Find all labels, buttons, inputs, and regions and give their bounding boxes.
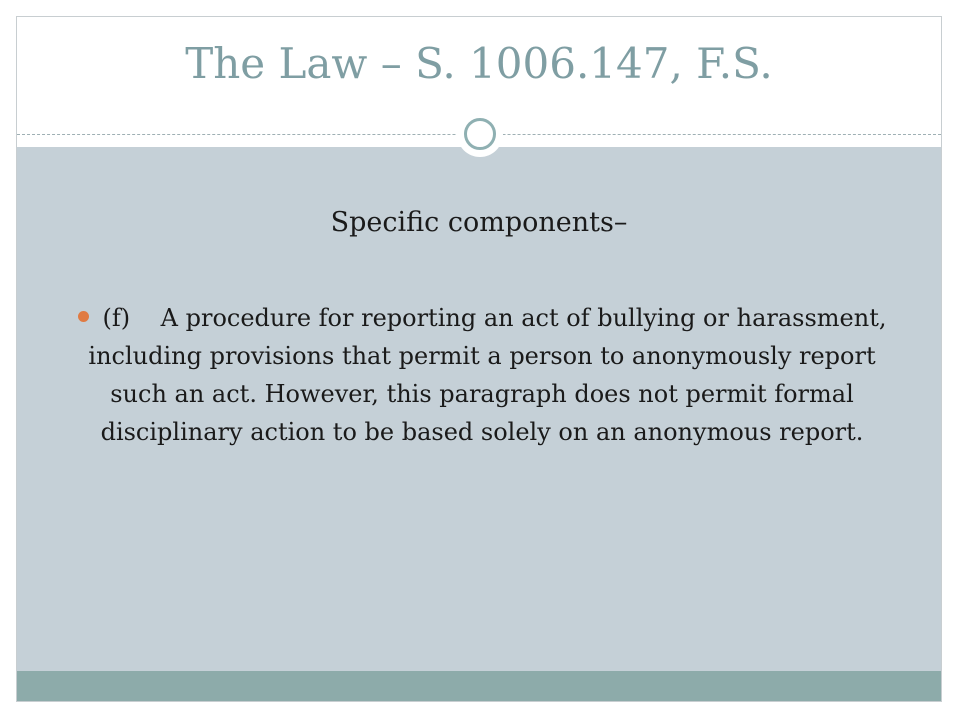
bullet-dot-icon bbox=[78, 311, 89, 322]
bullet-marker: (f) bbox=[102, 304, 131, 332]
slide-title: The Law – S. 1006.147, F.S. bbox=[185, 39, 773, 88]
bullet-text: A procedure for reporting an act of bullying or harassment, including provisions that permit a person to anonymously report such an act. However, this paragraph does not permit formal disciplinary action to be based solely on an anonymous report. bbox=[88, 304, 887, 446]
slide bbox=[16, 16, 942, 702]
ring-inner bbox=[464, 118, 496, 150]
slide-subtitle: Specific components– bbox=[330, 207, 628, 238]
ring-icon bbox=[457, 111, 503, 157]
footer-bar bbox=[17, 671, 941, 702]
bullet-item bbox=[77, 299, 887, 451]
